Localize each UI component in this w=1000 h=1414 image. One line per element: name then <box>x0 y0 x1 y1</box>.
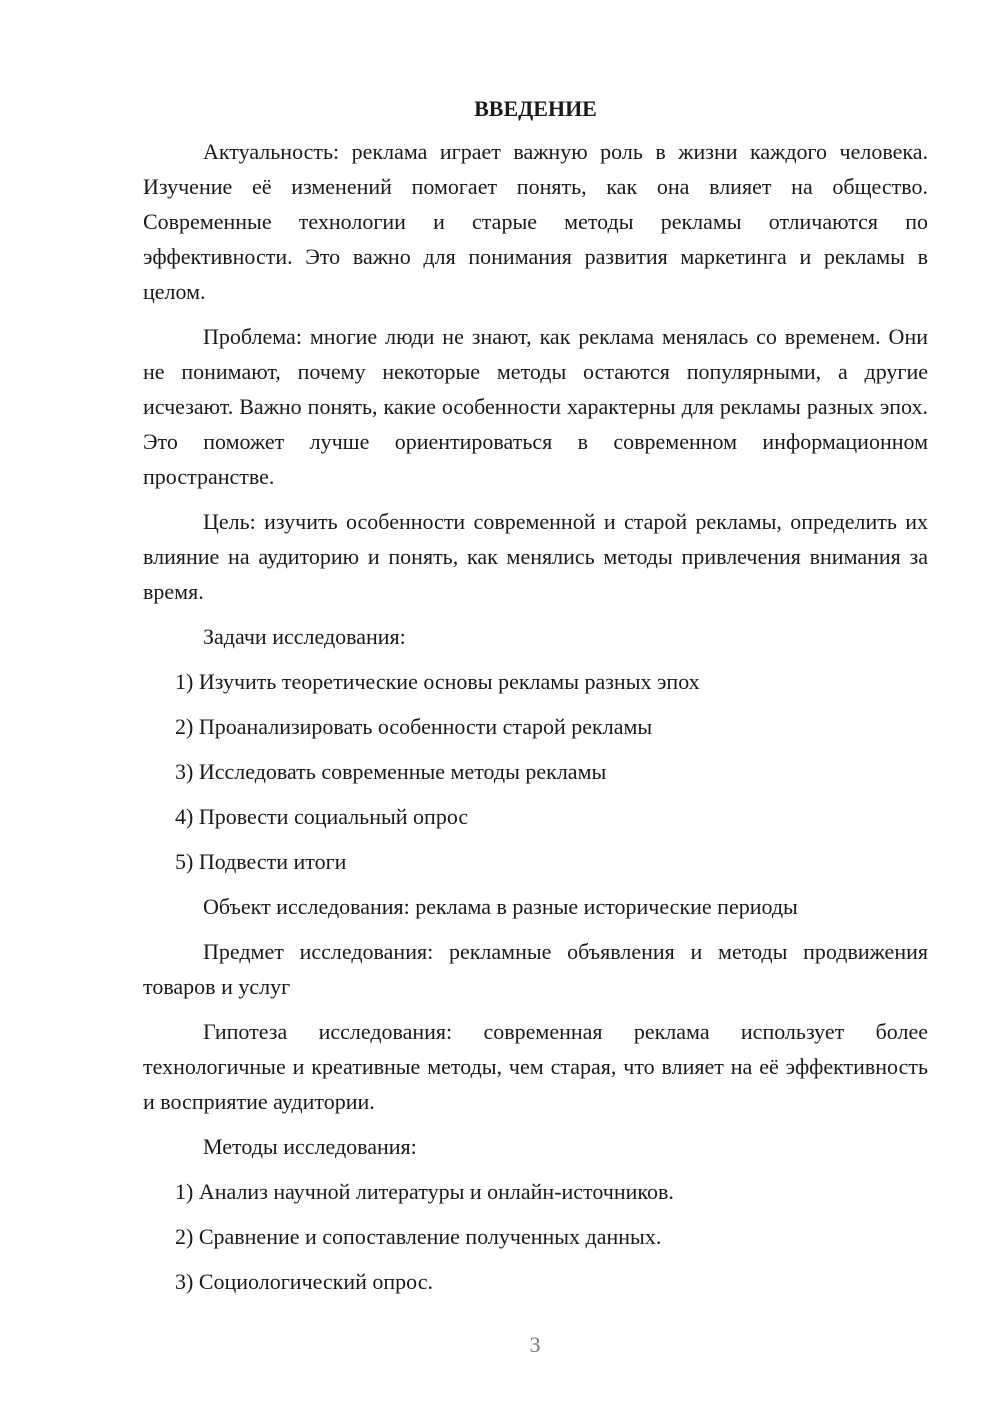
method-item: 3) Социологический опрос. <box>175 1269 433 1294</box>
method-item: 2) Сравнение и сопоставление полученных данных. <box>175 1224 662 1249</box>
methods-heading: Методы исследования: <box>203 1134 417 1159</box>
task-item: 1) Изучить теоретические основы рекламы разных эпох <box>175 669 700 694</box>
relevance-paragraph: Актуальность: реклама играет важную роль в жизни каждого человека. Изучение её изменений помогает понять, как она влияет на общество. Современные технологии и старые методы рекламы отличаются по эффективности. Это важно для понимания развития маркетинга и рекламы в целом. <box>143 139 928 304</box>
hypothesis-paragraph: Гипотеза исследования: современная реклама использует более технологичные и креативные методы, чем старая, что влияет на её эффективность и восприятие аудитории. <box>143 1019 928 1114</box>
task-item: 4) Провести социальный опрос <box>175 804 469 829</box>
document-page <box>143 92 928 1309</box>
method-item: 1) Анализ научной литературы и онлайн-источников. <box>175 1179 674 1204</box>
page-number: 3 <box>529 1332 541 1357</box>
tasks-heading: Задачи исследования: <box>203 624 406 649</box>
subject-paragraph: Предмет исследования: рекламные объявления и методы продвижения товаров и услуг <box>143 939 928 999</box>
task-item: 2) Проанализировать особенности старой рекламы <box>175 714 653 739</box>
task-item: 5) Подвести итоги <box>175 849 347 874</box>
goal-paragraph: Цель: изучить особенности современной и старой рекламы, определить их влияние на аудиторию и понять, как менялись методы привлечения внимания за время. <box>143 509 928 604</box>
problem-paragraph: Проблема: многие люди не знают, как реклама менялась со временем. Они не понимают, почему некоторые методы остаются популярными, а другие исчезают. Важно понять, какие особенности характерны для рекламы разных эпох. Это поможет лучше ориентироваться в современном информационном пространстве. <box>143 324 928 489</box>
object-line: Объект исследования: реклама в разные исторические периоды <box>203 894 798 919</box>
page-title: ВВЕДЕНИЕ <box>474 96 597 121</box>
task-item: 3) Исследовать современные методы рекламы <box>175 759 607 784</box>
